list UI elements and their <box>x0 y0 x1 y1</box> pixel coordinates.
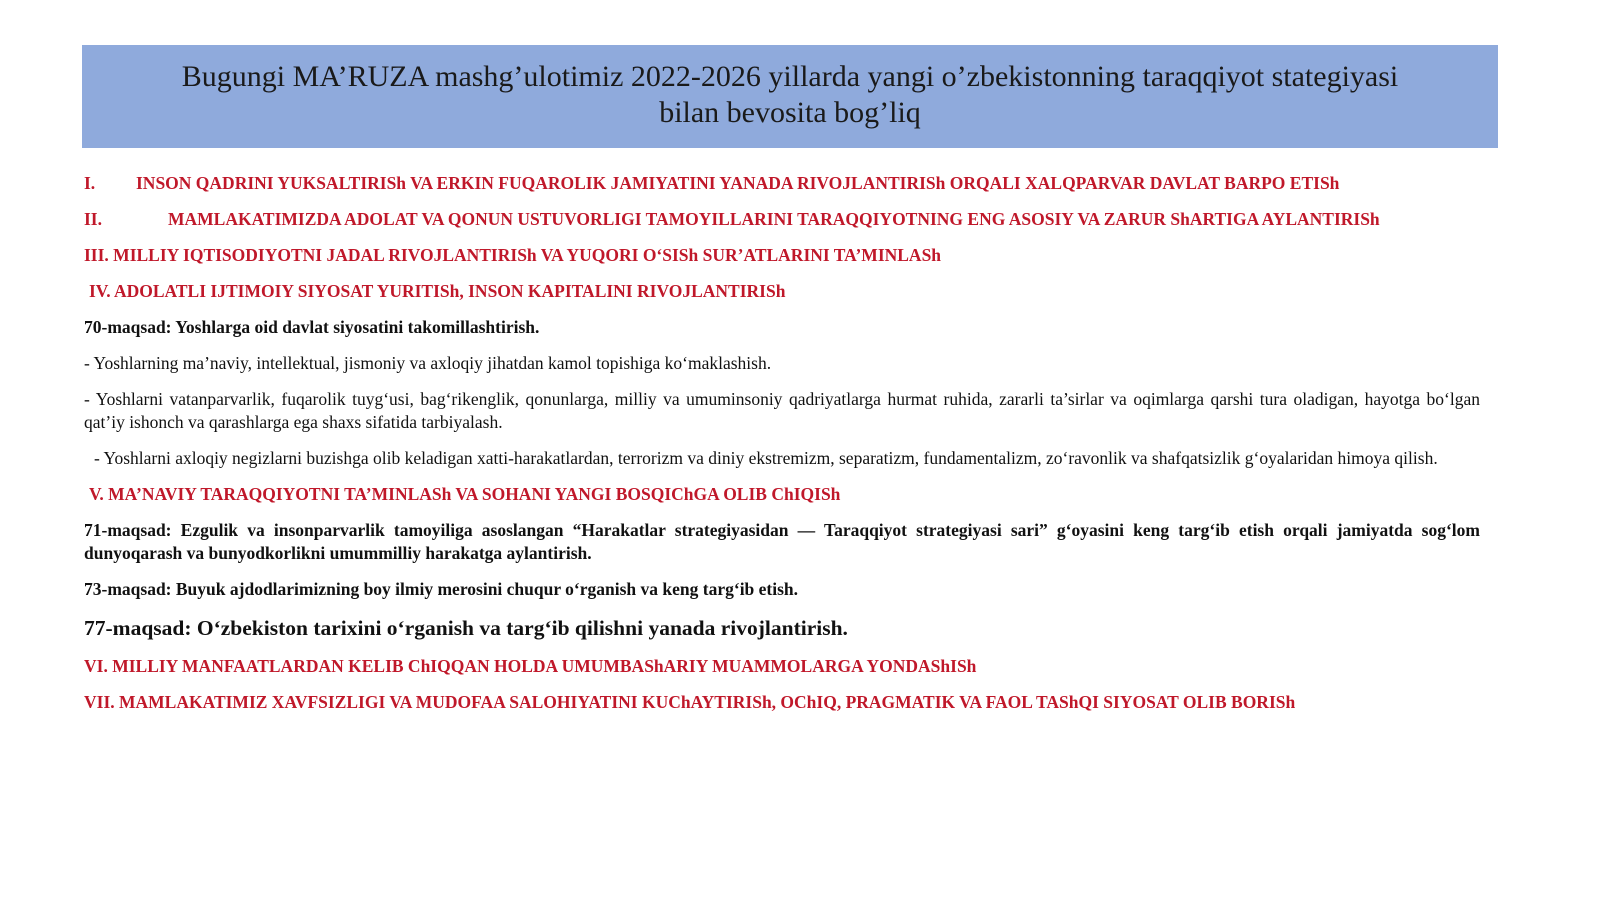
goal-73: 73-maqsad: Buyuk ajdodlarimizning boy ilmiy merosini chuqur o‘rganish va keng targ‘ib etish. <box>84 579 799 599</box>
section-2-number: II. <box>84 209 102 229</box>
bullet-3: - Yoshlarni axloqiy negizlarni buzishga olib keladigan xatti-harakatlardan, terrorizm va diniy ekstremizm, separatizm, fundamentalizm, zo‘ravonlik va shafqatsizlik g‘oyalaridan himoya qilish. <box>94 448 1438 468</box>
title-line-1: Bugungi MA’RUZA mashg’ulotimiz 2022-2026 yillarda yangi o’zbekistonning taraqqiyot stategiyasi <box>181 60 1399 93</box>
section-7-heading: VII. MAMLAKATIMIZ XAVFSIZLIGI VA MUDOFAA SALOHIYATINI KUChAYTIRISh, OChIQ, PRAGMATIK VA FAOL TAShQI SIYOSAT OLIB BORISh <box>84 692 1296 712</box>
slide-content <box>84 172 1480 727</box>
section-1-number: I. <box>84 173 96 193</box>
section-2-heading <box>84 208 1480 231</box>
bullet-2: - Yoshlarni vatanparvarlik, fuqarolik tuyg‘usi, bag‘rikenglik, qonunlarga, milliy va umuminsoniy qadriyatlarga hurmat ruhida, zararli ta’sirlar va oqimlarga qarshi tura oladigan, hayotga bo‘lgan qat’iy ishonch va qarashlarga ega shaxs sifatida tarbiyalash. <box>84 389 1480 432</box>
section-1-heading <box>84 172 1480 195</box>
bullet-1: - Yoshlarning ma’naviy, intellektual, jismoniy va axloqiy jihatdan kamol topishiga ko‘maklashish. <box>84 353 772 373</box>
section-6-heading: VI. MILLIY MANFAATLARDAN KELIB ChIQQAN HOLDA UMUMBAShARIY MUAMMOLARGA YONDAShISh <box>84 656 977 676</box>
section-1-text: INSON QADRINI YUKSALTIRISh VA ERKIN FUQAROLIK JAMIYATINI YANADA RIVOJLANTIRISh ORQALI XALQPARVAR DAVLAT BARPO ETISh <box>136 173 1340 193</box>
title-banner <box>82 45 1498 148</box>
section-5-heading: V. MA’NAVIY TARAQQIYOTNI TA’MINLASh VA SOHANI YANGI BOSQIChGA OLIB ChIQISh <box>89 484 841 504</box>
title-line-2: bilan bevosita bog’liq <box>659 96 921 129</box>
goal-77: 77-maqsad: O‘zbekiston tarixini o‘rganish va targ‘ib qilishni yanada rivojlantirish. <box>84 616 848 640</box>
section-4-heading: IV. ADOLATLI IJTIMOIY SIYOSAT YURITISh, INSON KAPITALINI RIVOJLANTIRISh <box>89 281 786 301</box>
section-3-heading: III. MILLIY IQTISODIYOTNI JADAL RIVOJLANTIRISh VA YUQORI O‘SISh SUR’ATLARINI TA’MINLASh <box>84 245 942 265</box>
goal-71: 71-maqsad: Ezgulik va insonparvarlik tamoyiliga asoslangan “Harakatlar strategiyasidan — Taraqqiyot strategiyasi sari” g‘oyasini keng targ‘ib etish orqali jamiyatda sog‘lom dunyoqarash va bunyodkorlikni umummilliy harakatga aylantirish. <box>84 520 1480 563</box>
section-2-text: MAMLAKATIMIZDA ADOLAT VA QONUN USTUVORLIGI TAMOYILLARINI TARAQQIYOTNING ENG ASOSIY VA ZARUR ShARTIGA AYLANTIRISh <box>168 209 1380 229</box>
goal-70: 70-maqsad: Yoshlarga oid davlat siyosatini takomillashtirish. <box>84 317 540 337</box>
